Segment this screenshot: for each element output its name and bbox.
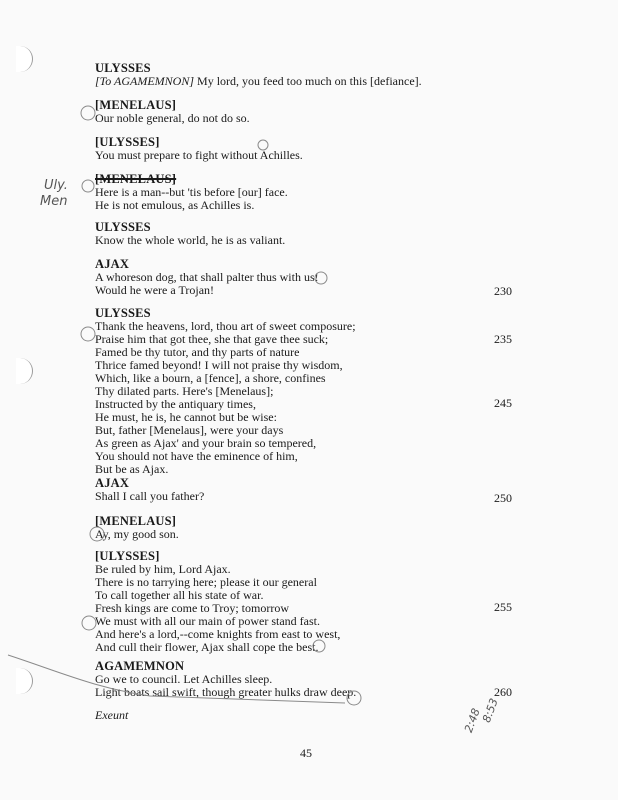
line-number: 260 xyxy=(494,685,512,699)
speech-block xyxy=(95,515,495,541)
dialogue-line: Know the whole world, he is as valiant. xyxy=(95,233,286,247)
dialogue-line: Praise him that got thee, she that gave thee suck; xyxy=(95,332,329,346)
speaker-name-struck: [MENELAUS] xyxy=(95,172,177,186)
dialogue-line: We must with all our main of power stand fast. xyxy=(95,614,320,628)
line-number: 230 xyxy=(494,284,512,298)
handwritten-note: Men xyxy=(40,194,68,209)
cue-circle xyxy=(82,180,94,192)
speaker-name: AGAMEMNON xyxy=(95,659,185,673)
dialogue-line: Famed be thy tutor, and thy parts of nature xyxy=(95,345,300,359)
stage-direction: Exeunt xyxy=(95,708,129,722)
dialogue-line: Thrice famed beyond! I will not praise thy wisdom, xyxy=(95,358,343,372)
dialogue-line: But, father [Menelaus], were your days xyxy=(95,423,284,437)
speaker-name: ULYSSES xyxy=(95,306,151,320)
dialogue-line: Light boats sail swift, though greater hulks draw deep. xyxy=(95,685,357,699)
cue-circle xyxy=(82,616,96,630)
dialogue-line: As green as Ajax' and your brain so tempered, xyxy=(95,436,317,450)
dialogue-line: To call together all his state of war. xyxy=(95,588,264,602)
dialogue-text: My lord, you feed too much on this [defiance]. xyxy=(194,74,422,88)
speaker-name: AJAX xyxy=(95,476,130,490)
speaker-name: AJAX xyxy=(95,257,130,271)
dialogue-line: Thank the heavens, lord, thou art of sweet composure; xyxy=(95,319,356,333)
dialogue-line: There is no tarrying here; please it our general xyxy=(95,575,317,589)
dialogue-line: Ay, my good son. xyxy=(95,527,179,541)
handwritten-note: 8:53 xyxy=(480,696,501,725)
cue-circle xyxy=(81,106,95,120)
dialogue-line: But be as Ajax. xyxy=(95,462,169,476)
speech-block xyxy=(95,99,495,125)
speaker-name: [ULYSSES] xyxy=(95,549,160,563)
line-number: 255 xyxy=(494,600,512,614)
speaker-name: [MENELAUS] xyxy=(95,514,177,528)
speech-block xyxy=(95,173,495,212)
stage-direction-inline: [To AGAMEMNON] xyxy=(95,74,195,88)
dialogue-line: He must, he is, he cannot but be wise: xyxy=(95,410,277,424)
speech-block xyxy=(95,258,495,297)
line-number: 245 xyxy=(494,396,512,410)
dialogue-line: Fresh kings are come to Troy; tomorrow xyxy=(95,601,289,615)
line-number: 250 xyxy=(494,491,512,505)
handwritten-note: 2:48 xyxy=(462,706,483,735)
handwritten-note: Uly. xyxy=(44,178,68,193)
speech-block xyxy=(95,62,495,88)
dialogue-line: Would he were a Trojan! xyxy=(95,283,215,297)
dialogue-line: A whoreson dog, that shall palter thus with us! xyxy=(95,270,319,284)
dialogue-line: Here is a man--but 'tis before [our] face. xyxy=(95,185,288,199)
page-number: 45 xyxy=(300,746,312,760)
dialogue-line: He is not emulous, as Achilles is. xyxy=(95,198,255,212)
dialogue-line: Thy dilated parts. Here's [Menelaus]; xyxy=(95,384,274,398)
dialogue-line: Shall I call you father? xyxy=(95,489,205,503)
cue-circle xyxy=(81,327,95,341)
speaker-name: [MENELAUS] xyxy=(95,98,177,112)
speaker-name: ULYSSES xyxy=(95,220,151,234)
dialogue-line: Which, like a bourn, a [fence], a shore, confines xyxy=(95,371,326,385)
dialogue-line: And here's a lord,--come knights from east to west, xyxy=(95,627,341,641)
dialogue-line: Instructed by the antiquary times, xyxy=(95,397,256,411)
line-number: 235 xyxy=(494,332,512,346)
dialogue-line: Our noble general, do not do so. xyxy=(95,111,250,125)
speech-block xyxy=(95,477,495,503)
binder-hole-bottom xyxy=(16,668,33,694)
speech-block xyxy=(95,660,495,699)
dialogue-line: Be ruled by him, Lord Ajax. xyxy=(95,562,231,576)
speaker-name: [ULYSSES] xyxy=(95,135,160,149)
binder-hole-top xyxy=(16,46,33,72)
speech-block xyxy=(95,136,495,162)
dialogue-line: You should not have the eminence of him, xyxy=(95,449,298,463)
binder-hole-middle xyxy=(16,358,33,384)
dialogue-line: Go we to council. Let Achilles sleep. xyxy=(95,672,273,686)
speech-block xyxy=(95,221,495,247)
dialogue-line: You must prepare to fight without Achilles. xyxy=(95,148,303,162)
speech-block xyxy=(95,307,495,476)
dialogue-line xyxy=(95,75,495,88)
speech-block xyxy=(95,550,495,654)
dialogue-line: And cull their flower, Ajax shall cope the best. xyxy=(95,640,319,654)
speaker-name: ULYSSES xyxy=(95,61,151,75)
